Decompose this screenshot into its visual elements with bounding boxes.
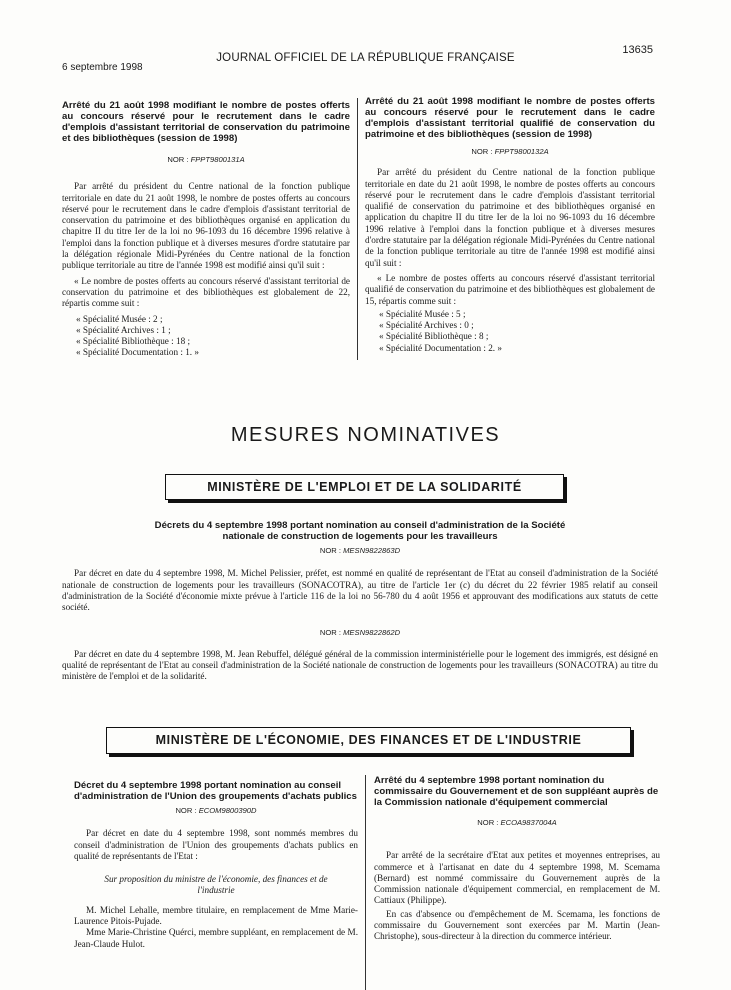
nor-label: NOR : xyxy=(167,155,189,164)
left-arrete-title: Arrêté du 21 août 1998 modifiant le nombre de postes offerts au concours réservé pour le recrutement dans le cadre d'emplois d'assistant territorial de conservation du patrimoine et des bibliothèques (session de 1998) xyxy=(62,100,350,144)
arrete-cnec-paragraph-2: En cas d'absence ou d'empêchement de M. Scemama, les fonctions de commissaire du Gouvernement sont exercées par M. Martin (Jean-Christophe), sous-directeur à la direction du commerce intérieur. xyxy=(374,908,660,942)
list-item: « Spécialité Musée : 5 ; xyxy=(379,308,466,319)
nor-label: NOR : xyxy=(319,628,341,638)
list-item: « Spécialité Bibliothèque : 8 ; xyxy=(379,331,489,342)
list-item: « Spécialité Archives : 0 ; xyxy=(379,320,474,331)
arrete-cnec-nor xyxy=(374,817,660,828)
appointment-2: Mme Marie-Christine Quérci, membre suppléant, en remplacement de M. Jean-Claude Hulot. xyxy=(74,927,358,949)
list-item: « Spécialité Musée : 2 ; xyxy=(76,313,163,324)
nor-code: MESN9822862D xyxy=(343,628,401,638)
nor-code: FPPT9800132A xyxy=(494,147,549,156)
decret-paragraph-1: Par décret en date du 4 septembre 1998, M. Michel Pelissier, préfet, est nommé en qualité de représentant de l'Etat au conseil d'administration de la Société nationale de construction de logements pour les travailleurs (SONACOTRA), au titre de l'article 1er (c) du décret du 22 février 1985 relatif au conseil d'administration de la Société d'économie mixte prévue à l'article 116 de la loi no 56-780 du 4 août 1956 et approuvant des modifications aux statuts de cette société. xyxy=(62,568,658,613)
decret-paragraph-2: Par décret en date du 4 septembre 1998, M. Jean Rebuffel, délégué général de la commission interministérielle pour le logement des immigrés, est désigné en qualité de représentant de l'Etat au conseil d'administration de la Société nationale de construction de logements pour les travailleurs (SONACOTRA) au titre du ministère de l'emploi et de la solidarité. xyxy=(62,648,658,682)
nor-label: NOR : xyxy=(471,147,493,156)
decret-nor-1 xyxy=(62,545,658,556)
right-arrete-nor xyxy=(365,146,655,157)
ministry2-right xyxy=(374,775,660,943)
nor-code: MESN9822863D xyxy=(343,546,401,555)
page-number: 13635 xyxy=(622,44,653,56)
proposal-line: Sur proposition du ministre de l'économie, des finances et de l'industrie xyxy=(104,874,328,896)
decret-title: Décrets du 4 septembre 1998 portant nomination au conseil d'administration de la Société nationale de construction de logements pour les travailleurs xyxy=(154,520,566,542)
list-item: « Spécialité Documentation : 1. » xyxy=(76,347,199,358)
left-arrete xyxy=(62,100,350,359)
left-arrete-nor xyxy=(62,154,350,165)
right-arrete xyxy=(365,96,655,354)
list-item: « Spécialité Bibliothèque : 18 ; xyxy=(76,336,191,347)
journal-title: JOURNAL OFFICIEL DE LA RÉPUBLIQUE FRANÇAISE xyxy=(216,52,515,64)
right-arrete-title: Arrêté du 21 août 1998 modifiant le nombre de postes offerts au concours réservé pour le recrutement dans le cadre d'emplois d'assistant territorial qualifié de conservation du patrimoine et des bibliothèques (session de 1998) xyxy=(365,96,655,140)
decret-upga-nor xyxy=(74,805,358,816)
arrete-cnec-paragraph-1: Par arrêté de la secrétaire d'Etat aux petites et moyennes entreprises, au commerce et à l'artisanat en date du 4 septembre 1998, M. Scemama (Bernard) est nommé commissaire du Gouvernement auprès de la Commission nationale d'équipement commercial, en remplacement de M. Cattiaux (Philippe). xyxy=(374,850,660,906)
decret-upga-paragraph: Par décret en date du 4 septembre 1998, sont nommés membres du conseil d'administration de l'Union des groupements d'achats publics en qualité de représentants de l'Etat : xyxy=(74,828,358,861)
column-divider xyxy=(357,98,358,360)
left-arrete-quote: « Le nombre de postes offerts au concours réservé d'assistant territorial de conservation du patrimoine et des bibliothèques est globalement de 22, répartis comme suit : xyxy=(62,275,350,309)
section-title: MESURES NOMINATIVES xyxy=(230,424,501,446)
appointment-1: M. Michel Lehalle, membre titulaire, en remplacement de Mme Marie-Laurence Pitois-Pujade. xyxy=(74,904,358,927)
ministry1-section xyxy=(62,520,658,683)
nor-code: FPPT9800131A xyxy=(190,155,245,164)
right-arrete-body: Par arrêté du président du Centre national de la fonction publique territoriale en date du 21 août 1998, le nombre de postes offerts au concours réservé pour le recrutement dans le cadre d'emplois d'assistant territorial qualifié de conservation du patrimoine et des bibliothèques organisé en application du chapitre II du titre Ier de la loi no 96-1093 du 16 décembre 1996 relative à l'emploi dans la fonction publique et à diverses mesures d'ordre statutaire par la délégation régionale Midi-Pyrénées du Centre national de la fonction publique territoriale au titre de l'année 1998 est modifié ainsi qu'il suit : xyxy=(365,167,655,268)
nor-label: NOR : xyxy=(477,818,499,827)
ministry-heading-emploi: MINISTÈRE DE L'EMPLOI ET DE LA SOLIDARITÉ xyxy=(165,474,564,500)
column-divider xyxy=(365,775,366,990)
header-date: 6 septembre 1998 xyxy=(62,62,143,73)
nor-label: NOR : xyxy=(319,546,341,555)
ministry-heading-economie: MINISTÈRE DE L'ÉCONOMIE, DES FINANCES ET DE L'INDUSTRIE xyxy=(106,727,631,754)
list-item: « Spécialité Archives : 1 ; xyxy=(76,324,171,335)
arrete-cnec-title: Arrêté du 4 septembre 1998 portant nomination du commissaire du Gouvernement et de son suppléant auprès de la Commission nationale d'équipement commercial xyxy=(374,775,659,808)
right-arrete-quote: « Le nombre de postes offerts au concours réservé d'assistant territorial qualifié de conservation du patrimoine et des bibliothèques est globalement de 15, répartis comme suit : xyxy=(365,272,655,306)
decret-upga-title: Décret du 4 septembre 1998 portant nomination au conseil d'administration de l'Union des groupements d'achats publics xyxy=(74,780,357,802)
list-item: « Spécialité Documentation : 2. » xyxy=(379,342,502,353)
ministry2-left xyxy=(74,780,358,950)
left-arrete-body: Par arrêté du président du Centre national de la fonction publique territoriale en date du 21 août 1998, le nombre de postes offerts au concours réservé pour le recrutement dans le cadre d'emplois d'assistant territorial de conservation du patrimoine et des bibliothèques organisé en application du chapitre II du titre Ier de la loi no 96-1093 du 16 décembre 1996 relative à l'emploi dans la fonction publique et à diverses mesures d'ordre statutaire par la délégation régionale Midi-Pyrénées du Centre national de la fonction publique territoriale au titre de l'année 1998 est modifié ainsi qu'il suit : xyxy=(62,181,350,271)
decret-nor-2 xyxy=(62,627,658,638)
nor-code: ECOA9837004A xyxy=(500,818,557,827)
nor-label: NOR : xyxy=(175,806,197,815)
nor-code: ECOM9800390D xyxy=(198,806,257,815)
